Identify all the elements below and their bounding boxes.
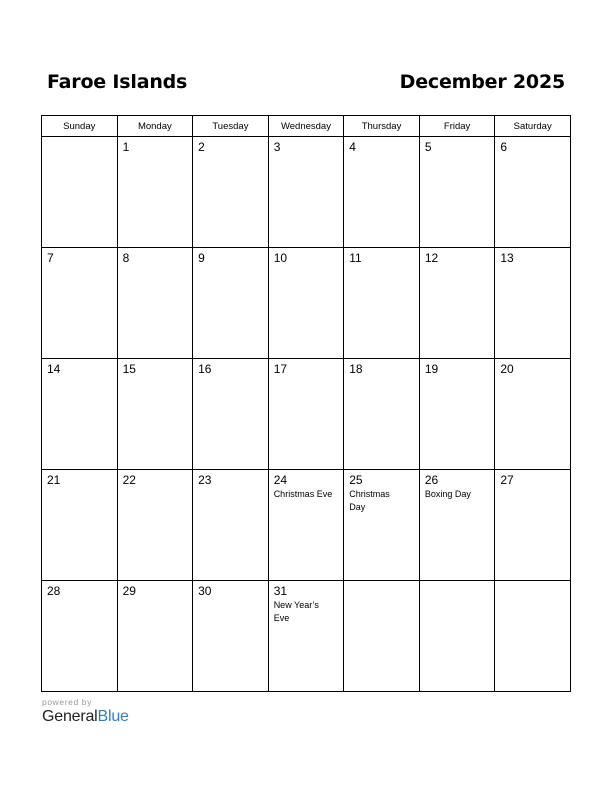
day-cell xyxy=(42,137,118,248)
day-number: 31 xyxy=(273,584,288,598)
day-number: 2 xyxy=(198,140,205,154)
day-number: 12 xyxy=(424,251,439,265)
day-cell xyxy=(42,470,118,581)
day-cell xyxy=(193,359,269,470)
day-cell xyxy=(42,359,118,470)
day-cell xyxy=(419,359,495,470)
day-cell xyxy=(117,581,193,692)
day-number: 3 xyxy=(273,140,281,154)
day-cell xyxy=(268,581,344,692)
brand-name-part2: Blue xyxy=(97,708,129,725)
week-row xyxy=(42,470,571,581)
day-number: 4 xyxy=(349,140,356,154)
day-number: 19 xyxy=(424,362,439,376)
week-row xyxy=(42,248,571,359)
day-cell xyxy=(495,137,571,248)
day-number: 27 xyxy=(500,473,514,487)
day-cell xyxy=(117,137,193,248)
day-cell xyxy=(419,581,495,692)
day-number: 22 xyxy=(122,473,136,487)
day-cell xyxy=(344,470,420,581)
day-cell xyxy=(268,470,344,581)
weekday-header-sunday: Sunday xyxy=(42,116,118,137)
week-row xyxy=(42,359,571,470)
day-cell xyxy=(117,470,193,581)
day-cell xyxy=(268,248,344,359)
holiday-label: Christmas Eve xyxy=(273,489,333,499)
day-cell xyxy=(193,470,269,581)
holiday-label: Boxing Day xyxy=(424,489,471,499)
day-cell xyxy=(495,248,571,359)
day-cell xyxy=(193,248,269,359)
day-cell xyxy=(42,248,118,359)
day-number: 24 xyxy=(273,473,288,487)
brand-name-part1: General xyxy=(42,708,98,725)
day-cell xyxy=(117,359,193,470)
day-cell xyxy=(495,581,571,692)
holiday-label: New Year’s Eve xyxy=(273,600,319,623)
day-number: 9 xyxy=(198,251,205,265)
day-number: 5 xyxy=(424,140,432,154)
weekday-header-saturday: Saturday xyxy=(495,116,571,137)
calendar-grid xyxy=(41,115,571,692)
powered-by-text: powered by xyxy=(42,697,92,707)
day-cell xyxy=(193,581,269,692)
day-number: 21 xyxy=(47,473,61,487)
weekday-header-thursday: Thursday xyxy=(344,116,420,137)
day-cell xyxy=(268,137,344,248)
day-number: 18 xyxy=(349,362,363,376)
day-number: 30 xyxy=(198,584,212,598)
day-cell xyxy=(193,137,269,248)
day-number: 20 xyxy=(500,362,514,376)
day-number: 7 xyxy=(47,251,54,265)
day-number: 29 xyxy=(122,584,136,598)
day-cell xyxy=(42,581,118,692)
day-cell xyxy=(419,137,495,248)
day-cell xyxy=(495,470,571,581)
day-cell xyxy=(268,359,344,470)
day-number: 1 xyxy=(122,140,130,154)
holiday-label: Christmas Day xyxy=(349,489,390,512)
day-number: 8 xyxy=(122,251,130,265)
day-number: 10 xyxy=(273,251,288,265)
week-row xyxy=(42,581,571,692)
day-number: 17 xyxy=(273,362,288,376)
day-number: 14 xyxy=(47,362,61,376)
footer-branding xyxy=(42,697,129,726)
day-cell xyxy=(344,137,420,248)
day-cell xyxy=(419,248,495,359)
day-cell xyxy=(344,359,420,470)
weekday-header-wednesday: Wednesday xyxy=(268,116,344,137)
day-number: 15 xyxy=(122,362,136,376)
day-number: 11 xyxy=(349,251,362,265)
day-cell xyxy=(344,581,420,692)
day-number: 25 xyxy=(349,473,363,487)
day-number: 13 xyxy=(500,251,514,265)
day-cell xyxy=(344,248,420,359)
weekday-header-monday: Monday xyxy=(117,116,193,137)
weekday-header-friday: Friday xyxy=(419,116,495,137)
calendar-month-title: December 2025 xyxy=(399,71,565,93)
generalblue-logo[interactable] xyxy=(42,708,129,726)
day-number: 28 xyxy=(47,584,61,598)
calendar-country-title: Faroe Islands xyxy=(47,71,188,93)
day-cell xyxy=(117,248,193,359)
week-row xyxy=(42,137,571,248)
day-cell xyxy=(419,470,495,581)
day-cell xyxy=(495,359,571,470)
day-number: 6 xyxy=(500,140,508,154)
weekday-header-tuesday: Tuesday xyxy=(193,116,269,137)
day-number: 26 xyxy=(424,473,439,487)
day-number: 23 xyxy=(198,473,212,487)
day-number: 16 xyxy=(198,362,212,376)
weekday-header-row xyxy=(42,116,571,137)
